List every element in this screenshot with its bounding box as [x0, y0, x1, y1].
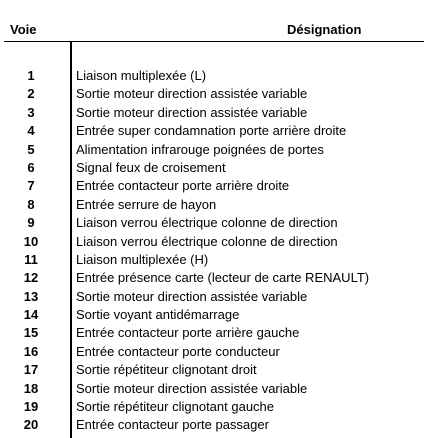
table-row [4, 67, 424, 85]
table-row [4, 104, 424, 122]
table-row [4, 233, 424, 251]
designation-text: Sortie voyant antidémarrage [76, 307, 240, 323]
designation-text: Entrée présence carte (lecteur de carte RENAULT) [76, 270, 370, 286]
voie-number: 8 [27, 196, 35, 212]
voie-number: 15 [23, 325, 39, 341]
table-header [4, 15, 424, 42]
column-divider [70, 42, 72, 438]
voie-number: 18 [23, 380, 39, 396]
pin-assignment-table [4, 15, 424, 435]
voie-number: 16 [23, 343, 39, 359]
designation-text: Sortie moteur direction assistée variable [76, 104, 308, 120]
table-row [4, 380, 424, 398]
header-voie: Voie [10, 22, 37, 37]
voie-number: 1 [27, 68, 35, 83]
designation-text: Entrée contacteur porte passager [76, 417, 269, 433]
designation-text: Sortie répétiteur clignotant gauche [76, 399, 275, 415]
voie-number: 13 [23, 288, 39, 304]
table-row [4, 398, 424, 416]
table-row [4, 122, 424, 140]
designation-text: Signal feux de croisement [76, 159, 226, 175]
voie-number: 2 [27, 86, 35, 102]
voie-number: 11 [24, 251, 38, 267]
table-body [4, 67, 424, 435]
table-row [4, 343, 424, 361]
designation-text: Sortie moteur direction assistée variable [76, 86, 308, 102]
table-row [4, 196, 424, 214]
designation-text: Alimentation infrarouge poignées de portes [76, 141, 324, 157]
voie-number: 17 [23, 362, 39, 378]
designation-text: Entrée serrure de hayon [76, 196, 217, 212]
voie-number: 3 [27, 104, 35, 120]
table-row [4, 361, 424, 379]
designation-text: Liaison verrou électrique colonne de direction [76, 215, 338, 231]
voie-number: 10 [23, 233, 39, 249]
designation-text: Liaison multiplexée (L) [76, 68, 207, 83]
table-row [4, 141, 424, 159]
designation-text: Entrée super condamnation porte arrière droite [76, 123, 347, 139]
designation-text: Sortie moteur direction assistée variable [76, 288, 308, 304]
table-row [4, 269, 424, 287]
table-row [4, 159, 424, 177]
designation-text: Sortie moteur direction assistée variable [76, 380, 308, 396]
table-row [4, 85, 424, 103]
voie-number: 12 [23, 270, 39, 286]
designation-text: Liaison verrou électrique colonne de direction [76, 233, 338, 249]
header-designation: Désignation [287, 22, 362, 37]
table-row [4, 214, 424, 232]
voie-number: 7 [27, 178, 35, 194]
voie-number: 9 [27, 215, 35, 231]
voie-number: 20 [23, 417, 39, 433]
voie-number: 14 [23, 307, 39, 323]
table-row [4, 251, 424, 269]
voie-number: 4 [27, 123, 35, 139]
table-row [4, 288, 424, 306]
voie-number: 6 [27, 159, 35, 175]
table-row [4, 324, 424, 342]
designation-text: Sortie répétiteur clignotant droit [76, 362, 257, 378]
designation-text: Liaison multiplexée (H) [76, 251, 209, 267]
designation-text: Entrée contacteur porte arrière droite [76, 178, 290, 194]
table-row [4, 177, 424, 195]
table-row [4, 306, 424, 324]
designation-text: Entrée contacteur porte conducteur [76, 343, 280, 359]
table-row [4, 416, 424, 434]
designation-text: Entrée contacteur porte arrière gauche [76, 325, 300, 341]
voie-number: 5 [27, 141, 35, 157]
voie-number: 19 [23, 399, 39, 415]
